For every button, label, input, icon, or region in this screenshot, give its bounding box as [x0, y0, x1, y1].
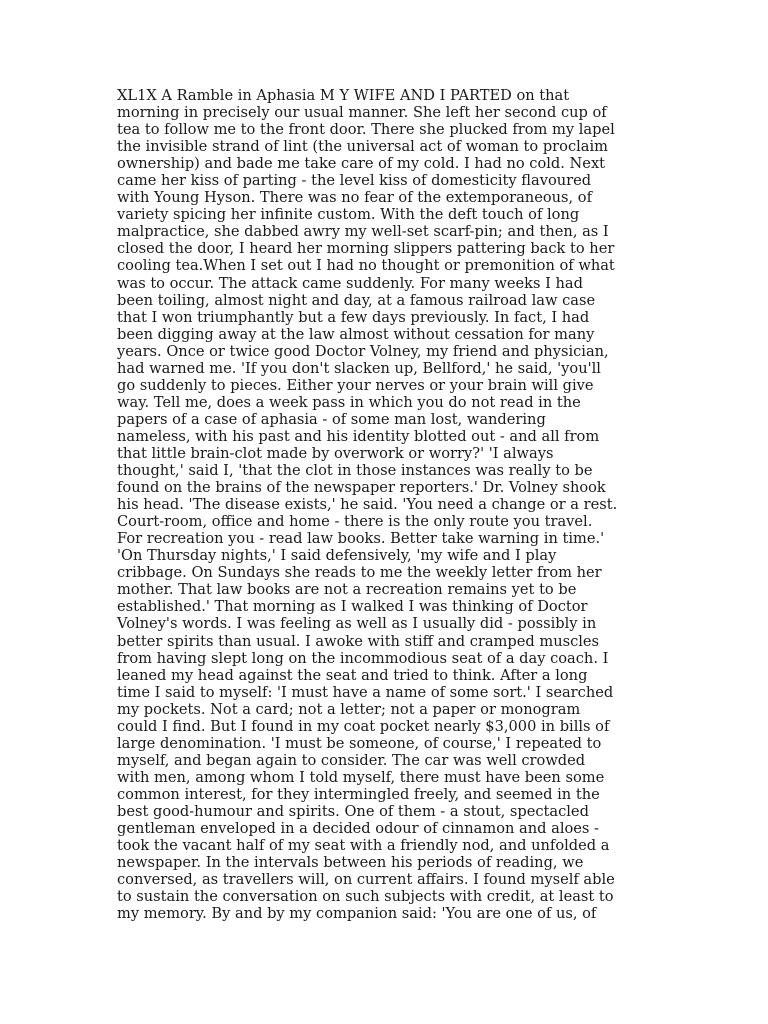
text-line: to sustain the conversation on such subjects with credit, at least to [117, 888, 614, 906]
text-line: way. Tell me, does a week pass in which you do not read in the [117, 393, 581, 411]
text-line: cooling tea.When I set out I had no thought or premonition of what [117, 257, 615, 275]
text-line: his head. 'The disease exists,' he said. 'You need a change or a rest. [117, 496, 618, 514]
text-line: with men, among whom I told myself, there must have been some [117, 768, 605, 786]
text-line: leaned my head against the seat and tried to think. After a long [117, 666, 588, 684]
text-line: my memory. By and by my companion said: 'You are one of us, of [117, 905, 597, 923]
text-line: my pockets. Not a card; not a letter; not a paper or monogram [117, 700, 581, 718]
text-line: had warned me. 'If you don't slacken up, Bellford,' he said, 'you'll [117, 359, 601, 377]
text-line: best good-humour and spirits. One of them - a stout, spectacled [117, 802, 589, 820]
text-line: could I find. But I found in my coat pocket nearly $3,000 in bills of [117, 717, 610, 735]
text-line: XL1X A Ramble in Aphasia M Y WIFE AND I PARTED on that [117, 87, 570, 104]
text-line: with Young Hyson. There was no fear of the extemporaneous, of [117, 189, 592, 207]
text-line: cribbage. On Sundays she reads to me the weekly letter from her [117, 564, 602, 582]
text-line: found on the brains of the newspaper reporters.' Dr. Volney shook [117, 479, 606, 497]
text-line: better spirits than usual. I awoke with stiff and cramped muscles [117, 632, 600, 650]
text-line: For recreation you - read law books. Better take warning in time.' [117, 530, 605, 548]
text-line: came her kiss of parting - the level kiss of domesticity flavoured [117, 172, 592, 190]
text-line: large denomination. 'I must be someone, of course,' I repeated to [117, 734, 602, 752]
text-line: tea to follow me to the front door. There she plucked from my lapel [117, 121, 615, 139]
text-line: malpractice, she dabbed awry my well-set scarf-pin; and then, as I [117, 223, 609, 241]
text-line: established.' That morning as I walked I was thinking of Doctor [117, 598, 588, 616]
text-line: papers of a case of aphasia - of some man lost, wandering [117, 410, 546, 428]
text-line: been digging away at the law almost without cessation for many [117, 325, 595, 343]
text-line: common interest, for they intermingled freely, and seemed in the [117, 785, 600, 803]
text-line: thought,' said I, 'that the clot in those instances was really to be [117, 462, 593, 480]
text-line: was to occur. The attack came suddenly. For many weeks I had [117, 274, 583, 292]
body-text [117, 87, 657, 922]
text-line: myself, and began again to consider. The car was well crowded [117, 751, 586, 769]
text-line: 'On Thursday nights,' I said defensively, 'my wife and I play [117, 547, 557, 565]
text-line: gentleman enveloped in a decided odour of cinnamon and aloes - [117, 820, 599, 838]
text-line: that I won triumphantly but a few days previously. In fact, I had [117, 308, 590, 326]
text-line: been toiling, almost night and day, at a famous railroad law case [117, 291, 596, 309]
text-line: from having slept long on the incommodious seat of a day coach. I [117, 649, 609, 667]
text-line: mother. That law books are not a recreation remains yet to be [117, 581, 577, 599]
text-line: closed the door, I heard her morning slippers pattering back to her [117, 240, 615, 258]
text-line: morning in precisely our usual manner. She left her second cup of [117, 104, 607, 122]
text-line: newspaper. In the intervals between his periods of reading, we [117, 854, 584, 872]
text-line: nameless, with his past and his identity blotted out - and all from [117, 427, 600, 445]
text-line: years. Once or twice good Doctor Volney, my friend and physician, [117, 342, 609, 360]
text-line: ownership) and bade me take care of my cold. I had no cold. Next [117, 155, 606, 173]
text-line: time I said to myself: 'I must have a name of some sort.' I searched [117, 683, 614, 701]
text-line: that little brain-clot made by overwork or worry?' 'I always [117, 444, 554, 462]
text-line: took the vacant half of my seat with a friendly nod, and unfolded a [117, 837, 610, 855]
text-line: conversed, as travellers will, on current affairs. I found myself able [117, 871, 615, 889]
text-line: the invisible strand of lint (the universal act of woman to proclaim [117, 138, 608, 156]
text-line: variety spicing her infinite custom. With the deft touch of long [117, 206, 580, 224]
text-line: go suddenly to pieces. Either your nerves or your brain will give [117, 376, 594, 394]
text-line: Court-room, office and home - there is the only route you travel. [117, 513, 593, 531]
text-line: Volney's words. I was feeling as well as I usually did - possibly in [117, 615, 597, 633]
